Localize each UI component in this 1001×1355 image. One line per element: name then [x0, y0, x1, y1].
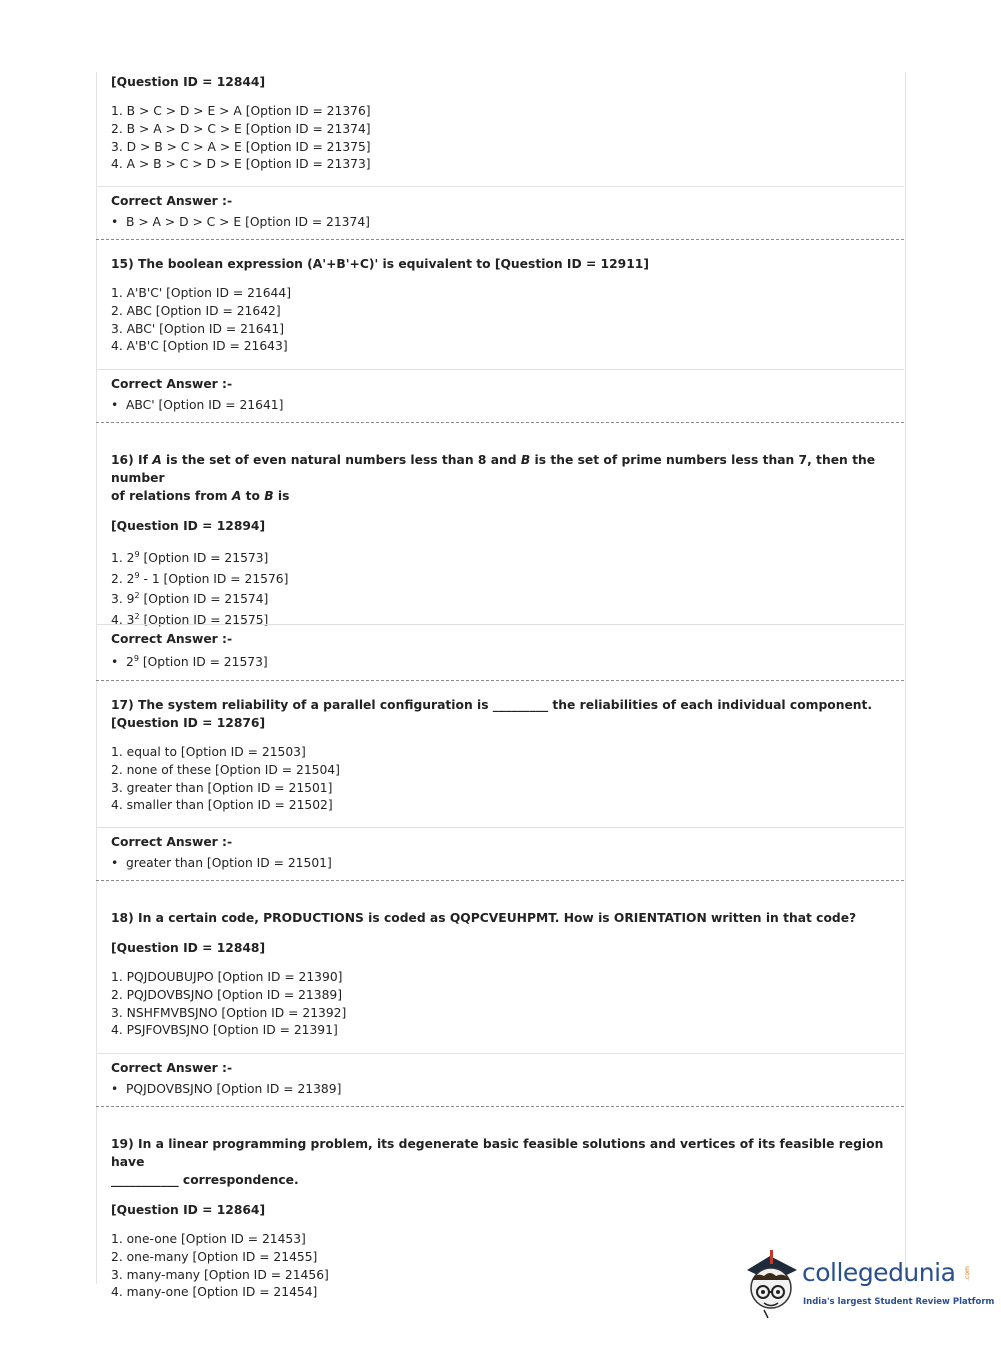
question-title: 15) The boolean expression (A'+B'+C)' is equivalent to [Question ID = 12911] — [111, 257, 649, 271]
logo-tagline: India's largest Student Review Platform — [803, 1297, 995, 1307]
option-item: 1. B > C > D > E > A [Option ID = 21376] — [111, 104, 371, 118]
correct-answer-18 — [96, 1059, 904, 1098]
correct-answer-label: Correct Answer :- — [111, 632, 233, 646]
question-title: 19) In a linear programming problem, its degenerate basic feasible solutions and vertices of its feasible region have ___________ correspondence. — [111, 1137, 884, 1187]
question-separator — [96, 1106, 904, 1107]
option-item: 1. one-one [Option ID = 21453] — [111, 1232, 306, 1246]
question-15 — [96, 255, 904, 356]
divider — [96, 827, 904, 828]
answer-text: greater than [Option ID = 21501] — [126, 856, 332, 870]
page-frame — [96, 72, 906, 1284]
correct-answer-15 — [96, 375, 904, 414]
question-separator — [96, 680, 904, 681]
options-list — [111, 103, 904, 174]
option-item: 1. PQJDOUBUJPO [Option ID = 21390] — [111, 970, 343, 984]
options-list — [111, 969, 904, 1040]
divider — [96, 624, 904, 625]
correct-answer-label: Correct Answer :- — [111, 377, 233, 391]
option-item: 2. $2^9 - 1$ [Option ID = 21576] — [111, 570, 289, 586]
divider — [96, 369, 904, 370]
options-list — [111, 285, 904, 356]
divider — [96, 1053, 904, 1054]
question-id: [Question ID = 12876] — [111, 716, 266, 730]
question-title: 17) The system reliability of a parallel configuration is _________ the reliabilities of each individual component. — [111, 698, 873, 712]
question-separator — [96, 422, 904, 423]
option-item: 4. PSJFOVBSJNO [Option ID = 21391] — [111, 1023, 338, 1038]
option-item: 4. $3^2$ [Option ID = 21575] — [111, 611, 269, 627]
correct-answer: • ABC' [Option ID = 21641] — [111, 398, 284, 412]
question-16 — [96, 451, 904, 630]
option-item: 2. B > A > D > C > E [Option ID = 21374] — [111, 121, 371, 136]
options-list — [111, 744, 904, 815]
option-item: 4. smaller than [Option ID = 21502] — [111, 798, 333, 813]
logo-domain: .com — [963, 1266, 971, 1281]
correct-answer-label: Correct Answer :- — [111, 194, 233, 208]
correct-answer: • greater than [Option ID = 21501] — [111, 856, 332, 870]
option-item: 1. A'B'C' [Option ID = 21644] — [111, 286, 292, 300]
option-item: 3. $9^2$ [Option ID = 21574] — [111, 590, 269, 606]
question-title: 18) In a certain code, PRODUCTIONS is coded as QQPCVEUHPMT. How is ORIENTATION written in that code? — [111, 911, 857, 925]
option-item: 3. NSHFMVBSJNO [Option ID = 21392] — [111, 1005, 347, 1020]
option-item: 3. greater than [Option ID = 21501] — [111, 780, 333, 795]
option-item: 2. ABC [Option ID = 21642] — [111, 303, 281, 318]
divider — [96, 186, 904, 187]
option-item: 2. none of these [Option ID = 21504] — [111, 762, 340, 777]
question-separator — [96, 880, 904, 881]
correct-answer-17 — [96, 833, 904, 872]
option-item: 3. D > B > C > A > E [Option ID = 21375] — [111, 139, 371, 154]
option-item: 2. PQJDOVBSJNO [Option ID = 21389] — [111, 987, 343, 1002]
question-14 — [96, 73, 904, 174]
option-item: 4. A'B'C [Option ID = 21643] — [111, 339, 288, 354]
option-item: 1. equal to [Option ID = 21503] — [111, 745, 306, 759]
answer-text: PQJDOVBSJNO [Option ID = 21389] — [126, 1082, 342, 1096]
correct-answer-16 — [96, 630, 904, 671]
question-18 — [96, 909, 904, 1040]
correct-answer: • B > A > D > C > E [Option ID = 21374] — [111, 215, 370, 229]
question-separator — [96, 239, 904, 240]
correct-answer: • $2^9$ [Option ID = 21573] — [111, 653, 268, 669]
answer-text: B > A > D > C > E [Option ID = 21374] — [126, 215, 370, 229]
logo-name: collegedunia — [802, 1258, 956, 1287]
question-id: [Question ID = 12844] — [111, 75, 266, 89]
logo-mascot-icon — [742, 1248, 802, 1318]
question-id: [Question ID = 12894] — [111, 519, 266, 533]
correct-answer-label: Correct Answer :- — [111, 835, 233, 849]
correct-answer-14 — [96, 192, 904, 231]
question-id: [Question ID = 12864] — [111, 1203, 266, 1217]
correct-answer: • PQJDOVBSJNO [Option ID = 21389] — [111, 1082, 342, 1096]
question-title: 16) If A is the set of even natural numbers less than 8 and B is the set of prime numbers less than 7, then the number of relations from A to B is — [111, 453, 876, 503]
correct-answer-label: Correct Answer :- — [111, 1061, 233, 1075]
option-item: 4. A > B > C > D > E [Option ID = 21373] — [111, 157, 371, 172]
option-item: 3. ABC' [Option ID = 21641] — [111, 321, 285, 336]
option-item: 4. many-one [Option ID = 21454] — [111, 1285, 318, 1300]
option-item: 1. $2^9$ [Option ID = 21573] — [111, 549, 269, 565]
option-item: 2. one-many [Option ID = 21455] — [111, 1249, 318, 1264]
option-item: 3. many-many [Option ID = 21456] — [111, 1267, 329, 1282]
options-list — [111, 548, 904, 630]
question-id: [Question ID = 12848] — [111, 941, 266, 955]
question-17 — [96, 696, 904, 815]
answer-text: ABC' [Option ID = 21641] — [126, 398, 284, 412]
